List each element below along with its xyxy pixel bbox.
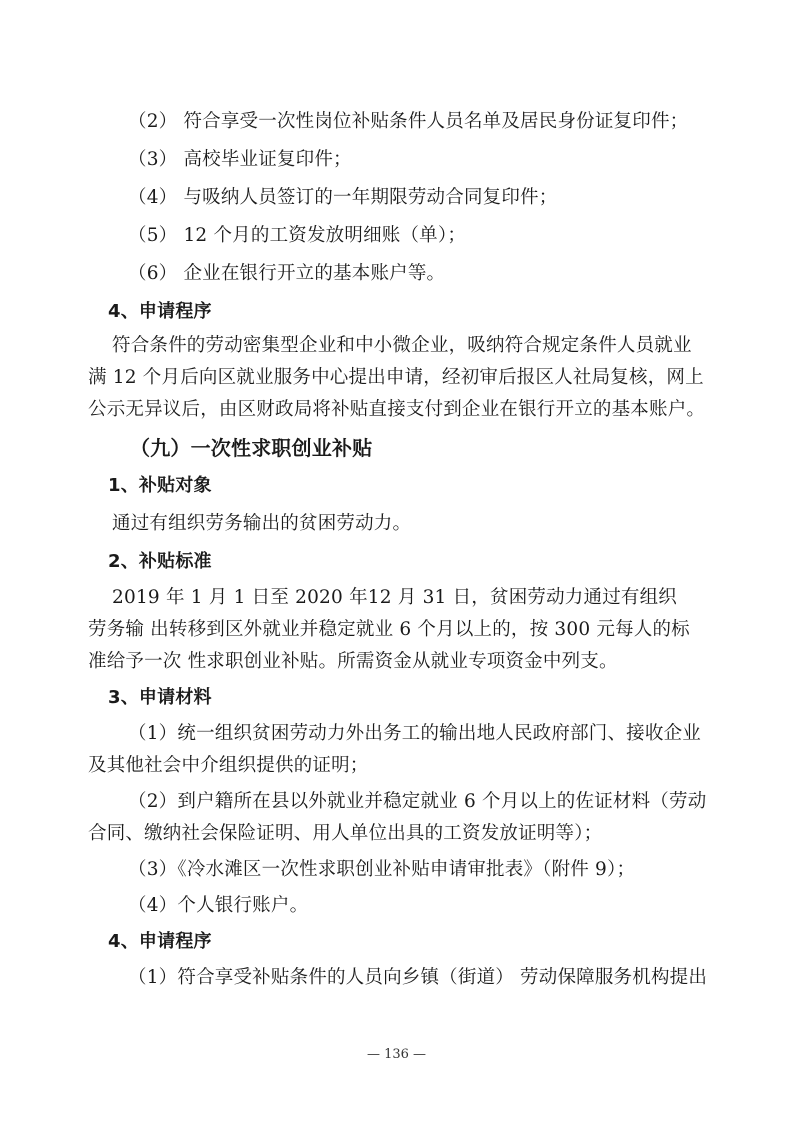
subheading: 1、补贴对象 (108, 475, 212, 496)
paragraph-line: （2）到户籍所在县以外就业并稳定就业 6 个月以上的佐证材料（劳动 (128, 791, 707, 812)
paragraph-line: （3）《冷水滩区一次性求职创业补贴申请审批表》（附件 9）； (128, 859, 636, 880)
paragraph-line: 及其他社会中介组织提供的证明； (88, 755, 369, 776)
paragraph-line: 2019 年 1 月 1 日至 2020 年12 月 31 日，贫困劳动力通过有组织 (112, 587, 677, 608)
paragraph-line: 通过有组织劳务输出的贫困劳动力。 (112, 513, 412, 534)
page-number: — 136 — (366, 1047, 427, 1062)
subheading: 3、申请材料 (108, 687, 212, 708)
list-item: （4） 与吸纳人员签订的一年期限劳动合同复印件； (128, 187, 558, 208)
paragraph-line: 符合条件的劳动密集型企业和中小微企业，吸纳符合规定条件人员就业 (112, 335, 692, 356)
subheading: 4、申请程序 (108, 931, 212, 952)
list-item: （3） 高校毕业证复印件； (128, 149, 352, 170)
paragraph-line: 公示无异议后，由区财政局将补贴直接支付到企业在银行开立的基本账户。 (88, 399, 706, 420)
paragraph-line: 满 12 个月后向区就业服务中心提出申请，经初审后报区人社局复核，网上 (88, 367, 704, 388)
paragraph-line: 合同、缴纳社会保险证明、用人单位出具的工资发放证明等）； (88, 823, 603, 844)
list-item: （5） 12 个月的工资发放明细账（单）； (128, 225, 467, 246)
subheading: 4、申请程序 (108, 301, 212, 322)
list-item: （6） 企业在银行开立的基本账户等。 (128, 263, 446, 284)
section-heading: （九）一次性求职创业补贴 (130, 436, 373, 460)
paragraph-line: （1）统一组织贫困劳动力外出务工的输出地人民政府部门、接收企业 (128, 723, 701, 744)
paragraph-line: （4）个人银行账户。 (128, 895, 309, 916)
paragraph-line: 劳务输 出转移到区外就业并稳定就业 6 个月以上的，按 300 元每人的标 (88, 619, 690, 640)
subheading: 2、补贴标准 (108, 551, 212, 572)
list-item: （2） 符合享受一次性岗位补贴条件人员名单及居民身份证复印件； (128, 111, 689, 132)
paragraph-line: （1）符合享受补贴条件的人员向乡镇（街道） 劳动保障服务机构提出 (128, 967, 708, 988)
paragraph-line: 准给予一次 性求职创业补贴。所需资金从就业专项资金中列支。 (88, 651, 618, 672)
